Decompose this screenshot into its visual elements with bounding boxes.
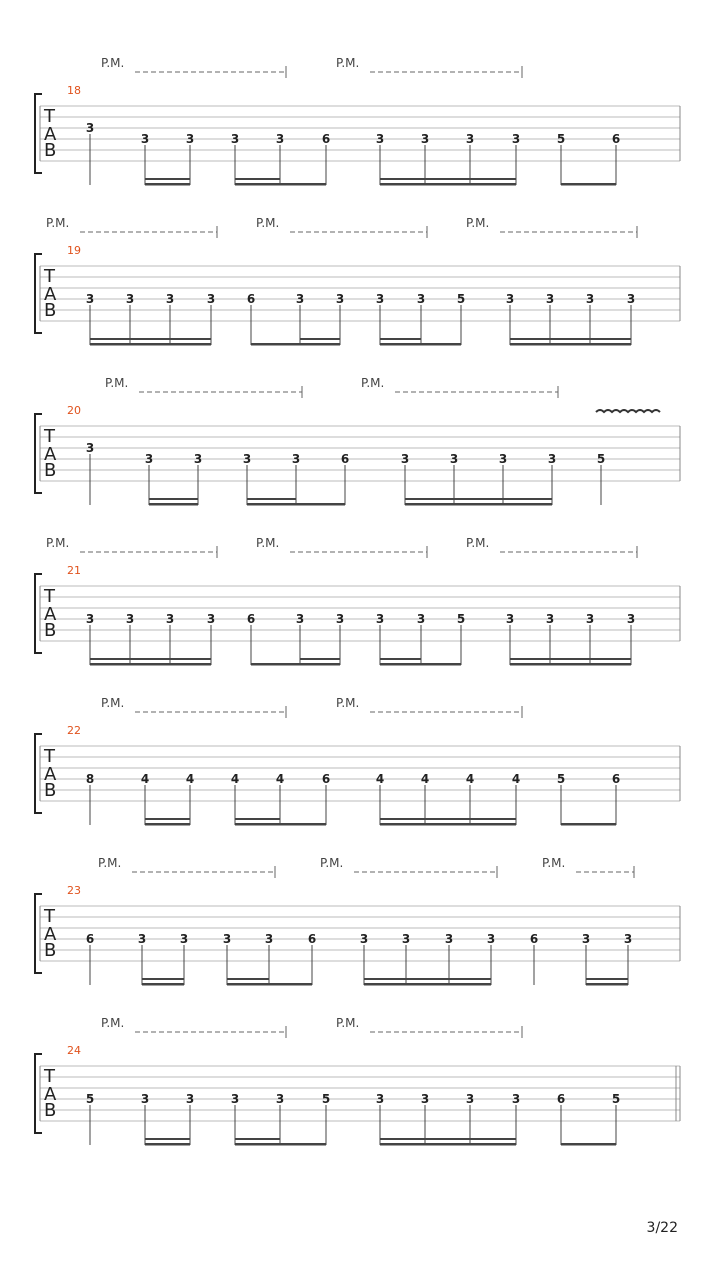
tab-clef-b: B [44, 940, 57, 961]
fret-number: 3 [193, 452, 203, 466]
beam [145, 823, 190, 826]
fret-number: 3 [295, 612, 305, 626]
beam [300, 663, 340, 666]
fret-number: 3 [465, 1092, 475, 1106]
beam [280, 183, 326, 186]
fret-number: 3 [137, 932, 147, 946]
beam [380, 343, 421, 346]
measure-number: 20 [67, 404, 81, 417]
fret-number: 3 [449, 452, 459, 466]
fret-number: 3 [498, 452, 508, 466]
fret-number: 3 [420, 132, 430, 146]
fret-number: 6 [340, 452, 350, 466]
palm-mute-marking [46, 536, 217, 558]
fret-number: 6 [246, 292, 256, 306]
tab-system [35, 536, 680, 666]
fret-number: 3 [275, 132, 285, 146]
fret-number: 3 [165, 292, 175, 306]
fret-number: 3 [626, 612, 636, 626]
palm-mute-label: P.M. [46, 536, 70, 550]
fret-number: 6 [246, 612, 256, 626]
beam [251, 343, 300, 346]
fret-number: 3 [416, 612, 426, 626]
palm-mute-label: P.M. [101, 1016, 125, 1030]
fret-number: 3 [505, 612, 515, 626]
fret-number: 3 [185, 1092, 195, 1106]
beam [586, 983, 628, 986]
fret-number: 3 [206, 612, 216, 626]
tab-clef-t: T [44, 906, 55, 927]
fret-number: 4 [511, 772, 521, 786]
fret-number: 5 [596, 452, 606, 466]
fret-number: 3 [230, 1092, 240, 1106]
fret-number: 3 [400, 452, 410, 466]
tab-clef-a: A [44, 764, 57, 785]
fret-number: 3 [465, 132, 475, 146]
fret-number: 4 [185, 772, 195, 786]
beam-secondary [235, 178, 280, 180]
fret-number: 3 [85, 292, 95, 306]
fret-number: 3 [295, 292, 305, 306]
palm-mute-marking [361, 376, 558, 398]
vibrato-marking [596, 410, 660, 412]
palm-mute-label: P.M. [361, 376, 385, 390]
fret-number: 5 [556, 132, 566, 146]
beam [90, 343, 211, 346]
beam [561, 1143, 616, 1146]
tab-clef-t: T [44, 586, 55, 607]
palm-mute-marking [336, 696, 522, 718]
fret-number: 3 [165, 612, 175, 626]
fret-number: 5 [456, 292, 466, 306]
beam [421, 663, 461, 666]
beam [561, 823, 616, 826]
fret-number: 3 [416, 292, 426, 306]
fret-number: 3 [420, 1092, 430, 1106]
fret-number: 5 [456, 612, 466, 626]
beam [380, 183, 516, 186]
tab-clef-t: T [44, 746, 55, 767]
beam [235, 1143, 280, 1146]
palm-mute-marking [101, 56, 286, 78]
beam [421, 343, 461, 346]
beam-secondary [227, 978, 269, 980]
beam [380, 823, 516, 826]
fret-number: 3 [511, 132, 521, 146]
palm-mute-label: P.M. [320, 856, 344, 870]
tab-clef-b: B [44, 620, 57, 641]
tab-clef-a: A [44, 124, 57, 145]
fret-number: 4 [375, 772, 385, 786]
fret-number: 6 [556, 1092, 566, 1106]
tab-clef-b: B [44, 1100, 57, 1121]
palm-mute-label: P.M. [101, 696, 125, 710]
beam [364, 983, 491, 986]
beam [296, 503, 345, 506]
measure-number: 19 [67, 244, 81, 257]
fret-number: 6 [529, 932, 539, 946]
tab-system [35, 216, 680, 346]
fret-number: 5 [556, 772, 566, 786]
palm-mute-label: P.M. [336, 1016, 360, 1030]
palm-mute-marking [101, 1016, 286, 1038]
fret-number: 3 [291, 452, 301, 466]
beam [269, 983, 312, 986]
beam-secondary [380, 658, 421, 660]
tab-clef-a: A [44, 284, 57, 305]
beam [561, 183, 616, 186]
tab-system [35, 56, 680, 186]
fret-number: 5 [321, 1092, 331, 1106]
measure-number: 21 [67, 564, 81, 577]
fret-number: 3 [545, 292, 555, 306]
fret-number: 3 [545, 612, 555, 626]
fret-number: 4 [465, 772, 475, 786]
fret-number: 3 [585, 612, 595, 626]
palm-mute-marking [256, 216, 427, 238]
beam-secondary [247, 498, 296, 500]
palm-mute-marking [466, 216, 637, 238]
fret-number: 3 [375, 612, 385, 626]
measure-number: 24 [67, 1044, 81, 1057]
tab-clef-a: A [44, 444, 57, 465]
beam [405, 503, 552, 506]
fret-number: 3 [275, 1092, 285, 1106]
fret-number: 3 [179, 932, 189, 946]
beam-secondary [405, 498, 552, 500]
beam [90, 663, 211, 666]
fret-number: 3 [206, 292, 216, 306]
beam-secondary [235, 1138, 280, 1140]
beam-secondary [90, 658, 211, 660]
beam-secondary [380, 178, 516, 180]
fret-number: 3 [335, 292, 345, 306]
fret-number: 6 [85, 932, 95, 946]
fret-number: 3 [359, 932, 369, 946]
palm-mute-label: P.M. [542, 856, 566, 870]
tab-clef-a: A [44, 604, 57, 625]
palm-mute-label: P.M. [256, 216, 280, 230]
beam [510, 343, 631, 346]
tab-clef-a: A [44, 1084, 57, 1105]
beam [149, 503, 198, 506]
beam-secondary [145, 178, 190, 180]
palm-mute-marking [101, 696, 286, 718]
palm-mute-label: P.M. [466, 216, 490, 230]
tab-system [35, 696, 680, 826]
beam [380, 1143, 516, 1146]
fret-number: 4 [230, 772, 240, 786]
tab-clef-t: T [44, 426, 55, 447]
beam [235, 183, 280, 186]
fret-number: 3 [125, 292, 135, 306]
beam [251, 663, 300, 666]
fret-number: 3 [140, 132, 150, 146]
beam-secondary [235, 818, 280, 820]
fret-number: 3 [581, 932, 591, 946]
tab-system [35, 1016, 680, 1146]
measure-number: 23 [67, 884, 81, 897]
beam-secondary [510, 338, 631, 340]
beam [235, 823, 280, 826]
beam [142, 983, 184, 986]
fret-number: 3 [585, 292, 595, 306]
palm-mute-label: P.M. [101, 56, 125, 70]
beam [227, 983, 269, 986]
palm-mute-marking [98, 856, 275, 878]
fret-number: 6 [321, 132, 331, 146]
fret-number: 4 [140, 772, 150, 786]
fret-number: 6 [321, 772, 331, 786]
fret-number: 3 [335, 612, 345, 626]
measure-number: 18 [67, 84, 81, 97]
tab-system [35, 376, 680, 506]
tab-clef-b: B [44, 300, 57, 321]
beam-secondary [300, 658, 340, 660]
beam-secondary [586, 978, 628, 980]
fret-number: 8 [85, 772, 95, 786]
fret-number: 3 [401, 932, 411, 946]
fret-number: 5 [611, 1092, 621, 1106]
fret-number: 5 [85, 1092, 95, 1106]
beam-secondary [90, 338, 211, 340]
tab-clef-b: B [44, 460, 57, 481]
beam-secondary [380, 818, 516, 820]
beam [280, 823, 326, 826]
beam-secondary [380, 338, 421, 340]
palm-mute-label: P.M. [98, 856, 122, 870]
beam-secondary [300, 338, 340, 340]
fret-number: 3 [85, 121, 95, 135]
beam [380, 663, 421, 666]
beam-secondary [145, 1138, 190, 1140]
fret-number: 3 [626, 292, 636, 306]
palm-mute-label: P.M. [256, 536, 280, 550]
beam-secondary [510, 658, 631, 660]
fret-number: 6 [611, 132, 621, 146]
palm-mute-marking [105, 376, 302, 398]
fret-number: 3 [85, 441, 95, 455]
page-number: 3/22 [646, 1220, 678, 1236]
fret-number: 3 [511, 1092, 521, 1106]
beam [247, 503, 296, 506]
palm-mute-marking [46, 216, 217, 238]
fret-number: 3 [144, 452, 154, 466]
fret-number: 3 [623, 932, 633, 946]
fret-number: 3 [505, 292, 515, 306]
beam [145, 1143, 190, 1146]
palm-mute-marking [256, 536, 427, 558]
palm-mute-label: P.M. [46, 216, 70, 230]
palm-mute-label: P.M. [466, 536, 490, 550]
palm-mute-marking [336, 1016, 522, 1038]
palm-mute-marking [320, 856, 497, 878]
fret-number: 3 [375, 1092, 385, 1106]
palm-mute-marking [336, 56, 522, 78]
tab-clef-t: T [44, 1066, 55, 1087]
fret-number: 6 [611, 772, 621, 786]
beam [280, 1143, 326, 1146]
fret-number: 3 [375, 132, 385, 146]
fret-number: 3 [444, 932, 454, 946]
fret-number: 4 [420, 772, 430, 786]
fret-number: 3 [185, 132, 195, 146]
beam-secondary [380, 1138, 516, 1140]
fret-number: 3 [242, 452, 252, 466]
beam-secondary [142, 978, 184, 980]
fret-number: 3 [125, 612, 135, 626]
fret-number: 3 [230, 132, 240, 146]
beam-secondary [145, 818, 190, 820]
palm-mute-label: P.M. [336, 56, 360, 70]
tab-clef-t: T [44, 266, 55, 287]
beam [300, 343, 340, 346]
tab-clef-b: B [44, 140, 57, 161]
beam-secondary [149, 498, 198, 500]
fret-number: 3 [264, 932, 274, 946]
palm-mute-label: P.M. [105, 376, 129, 390]
palm-mute-marking [466, 536, 637, 558]
fret-number: 3 [375, 292, 385, 306]
fret-number: 6 [307, 932, 317, 946]
tab-clef-b: B [44, 780, 57, 801]
palm-mute-marking [542, 856, 634, 878]
fret-number: 3 [547, 452, 557, 466]
tab-system [35, 856, 680, 986]
beam [510, 663, 631, 666]
fret-number: 3 [85, 612, 95, 626]
fret-number: 3 [222, 932, 232, 946]
fret-number: 4 [275, 772, 285, 786]
tab-clef-a: A [44, 924, 57, 945]
beam [145, 183, 190, 186]
fret-number: 3 [140, 1092, 150, 1106]
fret-number: 3 [486, 932, 496, 946]
measure-number: 22 [67, 724, 81, 737]
tab-clef-t: T [44, 106, 55, 127]
palm-mute-label: P.M. [336, 696, 360, 710]
beam-secondary [364, 978, 491, 980]
